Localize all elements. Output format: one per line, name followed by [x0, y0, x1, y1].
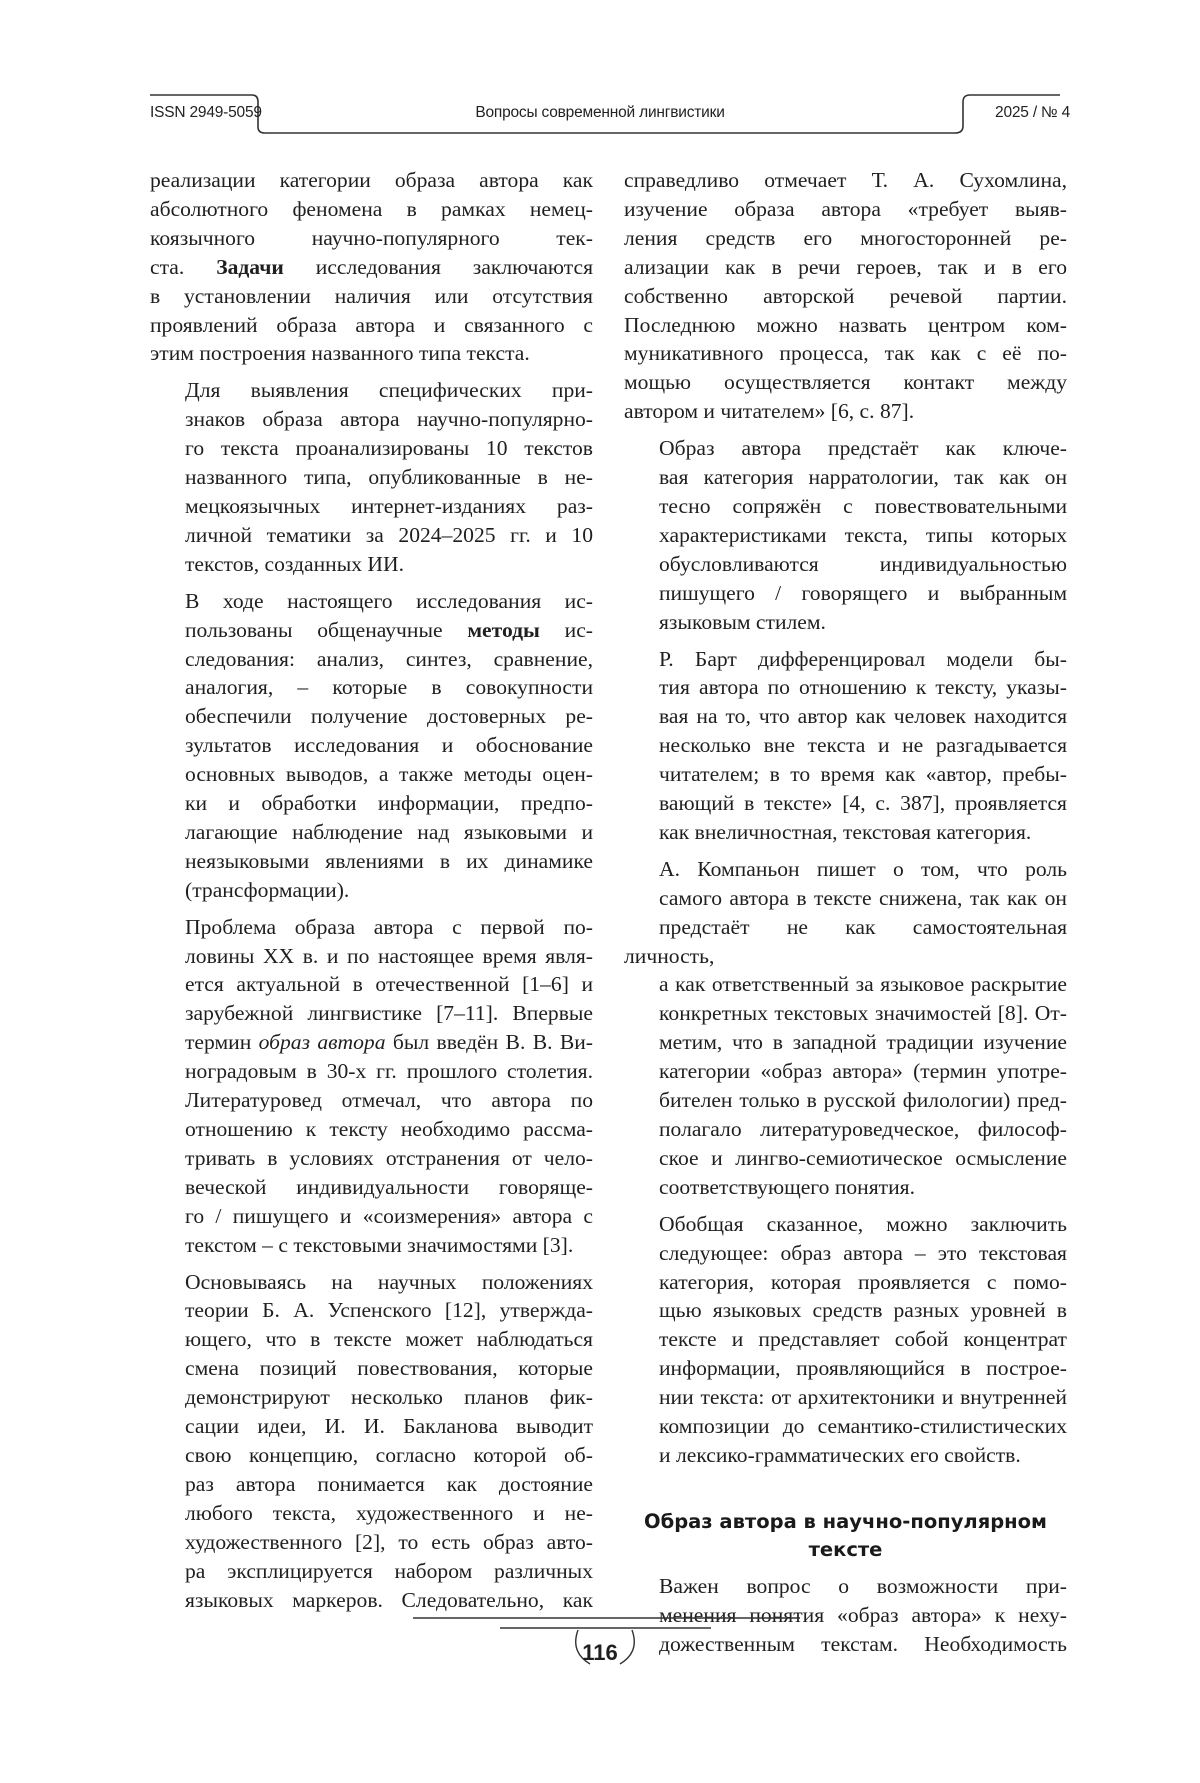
text-line: знаков образа автора научно-популярно- [185, 407, 593, 432]
text-line: изучение образа автора «требует выяв- [624, 196, 1067, 221]
text-line: категории «образ автора» (термин употре- [659, 1059, 1067, 1084]
text-line: информации, проявляющийся в построе- [659, 1356, 1067, 1381]
text-line: свою концепцию, согласно которой об- [185, 1442, 593, 1467]
text-line: (трансформации). [185, 877, 350, 902]
heading-line: Образ автора в научно-популярном [644, 1509, 1047, 1533]
text-line: ки и обработки информации, предпо- [185, 791, 593, 816]
text-line: лагающие наблюдение над языковыми и [185, 819, 593, 844]
text-line: ловины XX в. и по настоящее время явля- [185, 943, 593, 968]
text-line: а как ответственный за языковое раскрытие [659, 972, 1067, 997]
text-line: коязычного научно-популярного тек- [150, 225, 593, 250]
text-line: Проблема образа автора с первой по- [185, 914, 593, 939]
paragraph [624, 166, 1067, 426]
text-line: Р. Барт дифференцировал модели бы- [659, 646, 1067, 671]
text-line: художественного [2], то есть образ авто- [185, 1529, 593, 1554]
text-line: этим построения названного типа текста. [150, 341, 530, 366]
text-line: предстаёт не как самостоятельная личность, [624, 914, 1067, 968]
header-journal-title: Вопросы современной лингвистики [475, 104, 725, 121]
text-line: справедливо отмечает Т. А. Сухомлина, [624, 168, 1067, 192]
text-line: следования: анализ, синтез, сравнение, [185, 646, 593, 671]
text-line: текстом – с текстовыми значимостями [3]. [185, 1232, 574, 1257]
text-line: ализации как в речи героев, так и в его [624, 254, 1067, 279]
text-line: отношению к тексту необходимо рассма- [185, 1117, 593, 1141]
text-line: личной тематики за 2024–2025 гг. и 10 [185, 522, 593, 547]
text-line: демонстрируют несколько планов фик- [185, 1385, 593, 1410]
text-line: тия автора по отношению к тексту, указы- [659, 675, 1067, 700]
text-line: тесно сопряжён с повествовательными [659, 493, 1067, 518]
text-line: основных выводов, а также методы оцен- [185, 762, 593, 787]
text-line: любого текста, художественного и не- [185, 1500, 593, 1525]
text-line: ления средств его многосторонней ре- [624, 225, 1067, 250]
text-line: текстов, созданных ИИ. [185, 551, 404, 576]
text-line: полагало литературоведческое, философ- [659, 1117, 1067, 1141]
text-line: метим, что в западной традиции изучение [659, 1030, 1067, 1055]
text-line: муникативного процесса, так как с её по- [624, 341, 1067, 366]
paragraph [150, 166, 593, 368]
text-line: Важен вопрос о возможности при- [659, 1573, 1067, 1598]
text-line: теории Б. А. Успенского [12], утвержда- [185, 1298, 593, 1323]
text-line: го текста проанализированы 10 текстов [185, 436, 593, 461]
text-line: следующее: образ автора – это текстовая [659, 1240, 1067, 1265]
section-heading [624, 1508, 1067, 1564]
text-line: языковых маркеров. Следовательно, как [185, 1587, 593, 1612]
text-line: вая на то, что автор как человек находится [659, 704, 1067, 729]
text-line: ское и лингво-семиотическое осмысление [659, 1145, 1067, 1170]
text-line: вая категория нарратологии, так как он [659, 465, 1067, 490]
text-line: Литературовед отмечал, что автора по [185, 1088, 593, 1113]
header-issue: 2025 / № 4 [995, 104, 1070, 121]
text-line: ста. Задачи исследования заключаются [150, 254, 593, 279]
text-line: абсолютного феномена в рамках немец- [150, 196, 593, 221]
paragraph [150, 1268, 593, 1615]
text-line: ется актуальной в отечественной [1–6] и [185, 972, 593, 997]
text-line: пишущего / говорящего и выбранным [659, 580, 1067, 605]
text-line: конкретных текстовых значимостей [8]. От- [659, 1001, 1067, 1026]
text-line: зарубежной лингвистике [7–11]. Впервые [185, 1001, 593, 1026]
text-line: тривать в условиях отстранения от чело- [185, 1145, 593, 1170]
text-line: мощью осуществляется контакт между [624, 370, 1067, 395]
text-line: названного типа, опубликованные в не- [185, 465, 593, 490]
paragraph [150, 913, 593, 1260]
page-number: 116 [582, 1640, 618, 1665]
left-column [150, 166, 593, 1614]
text-line: вающий в тексте» [4, с. 387], проявляется [659, 791, 1067, 816]
text-line: языковым стилем. [659, 609, 826, 634]
text-line: категория, которая проявляется с помо- [659, 1269, 1067, 1294]
text-line: А. Компаньон пишет о том, что роль [659, 856, 1067, 881]
paragraph [624, 645, 1067, 847]
text-line: несколько вне текста и не разгадывается [659, 733, 1067, 758]
paragraph [624, 855, 1067, 1202]
text-line: неязыковыми явлениями в их динамике [185, 848, 593, 873]
text-line: сации идеи, И. И. Бакланова выводит [185, 1414, 593, 1439]
right-column [624, 166, 1067, 1659]
text-line: соответствующего понятия. [659, 1174, 915, 1199]
paragraph [624, 434, 1067, 636]
text-line: аналогия, – которые в совокупности [185, 675, 593, 700]
text-line: обусловливаются индивидуальностью [659, 551, 1067, 576]
text-line: как внеличностная, текстовая категория. [659, 819, 1032, 844]
text-line: мецкоязычных интернет-изданиях раз- [185, 493, 593, 518]
text-line: веческой индивидуальности говоряще- [185, 1174, 593, 1199]
heading-line: тексте [808, 1537, 883, 1561]
text-line: бителен только в русской филологии) пред- [659, 1088, 1067, 1113]
text-line: Обобщая сказанное, можно заключить [659, 1211, 1067, 1236]
text-line: зультатов исследования и обоснование [185, 733, 593, 758]
text-line: термин образ автора был введён В. В. Ви- [185, 1030, 593, 1055]
text-line: читателем; в то время как «автор, пребы- [659, 762, 1067, 787]
text-line: щью языковых средств разных уровней в [659, 1298, 1067, 1323]
header-issn: ISSN 2949-5059 [150, 104, 262, 121]
text-line: композиции до семантико-стилистических [659, 1414, 1067, 1439]
text-line: В ходе настоящего исследования ис- [185, 588, 593, 613]
bold-term: методы [467, 617, 540, 642]
text-line: ноградовым в 30-х гг. прошлого столетия. [185, 1059, 593, 1084]
text-line: ющего, что в тексте может наблюдаться [185, 1327, 593, 1352]
text-line: и лексико-грамматических его свойств. [659, 1442, 1021, 1467]
text-line: раз автора понимается как достояние [185, 1471, 593, 1496]
text-line: Образ автора предстаёт как ключе- [659, 436, 1067, 461]
text-line: дожественным текстам. Необходимость [659, 1631, 1067, 1656]
text-line: Последнюю можно назвать центром ком- [624, 312, 1067, 337]
text-line: Основываясь на научных положениях [185, 1269, 593, 1294]
text-line: проявлений образа автора и связанного с [150, 312, 593, 337]
italic-term: образ автора [258, 1030, 386, 1055]
paragraph [150, 376, 593, 578]
text-line: реализации категории образа автора как [150, 168, 593, 192]
bold-term: Задачи [216, 254, 284, 279]
text-line: самого автора в тексте снижена, так как он [659, 885, 1067, 910]
text-line: го / пишущего и «соизмерения» автора с [185, 1203, 593, 1228]
paragraph [150, 587, 593, 905]
text-line: автором и читателем» [6, с. 87]. [624, 399, 915, 424]
text-line: характеристиками текста, типы которых [659, 522, 1067, 547]
text-line: ра эксплицируется набором различных [185, 1558, 593, 1583]
text-line: тексте и представляет собой концентрат [659, 1327, 1067, 1352]
text-line: смена позиций повествования, которые [185, 1356, 593, 1381]
text-line: собственно авторской речевой партии. [624, 283, 1067, 308]
text-line: менения понятия «образ автора» к неху- [659, 1602, 1067, 1627]
paragraph [624, 1210, 1067, 1470]
text-line: в установлении наличия или отсутствия [150, 283, 593, 308]
text-line: Для выявления специфических при- [185, 378, 593, 403]
text-line: пользованы общенаучные методы ис- [185, 617, 594, 642]
text-line: нии текста: от архитектоники и внутренней [659, 1385, 1067, 1410]
text-line: обеспечили получение достоверных ре- [185, 704, 593, 729]
